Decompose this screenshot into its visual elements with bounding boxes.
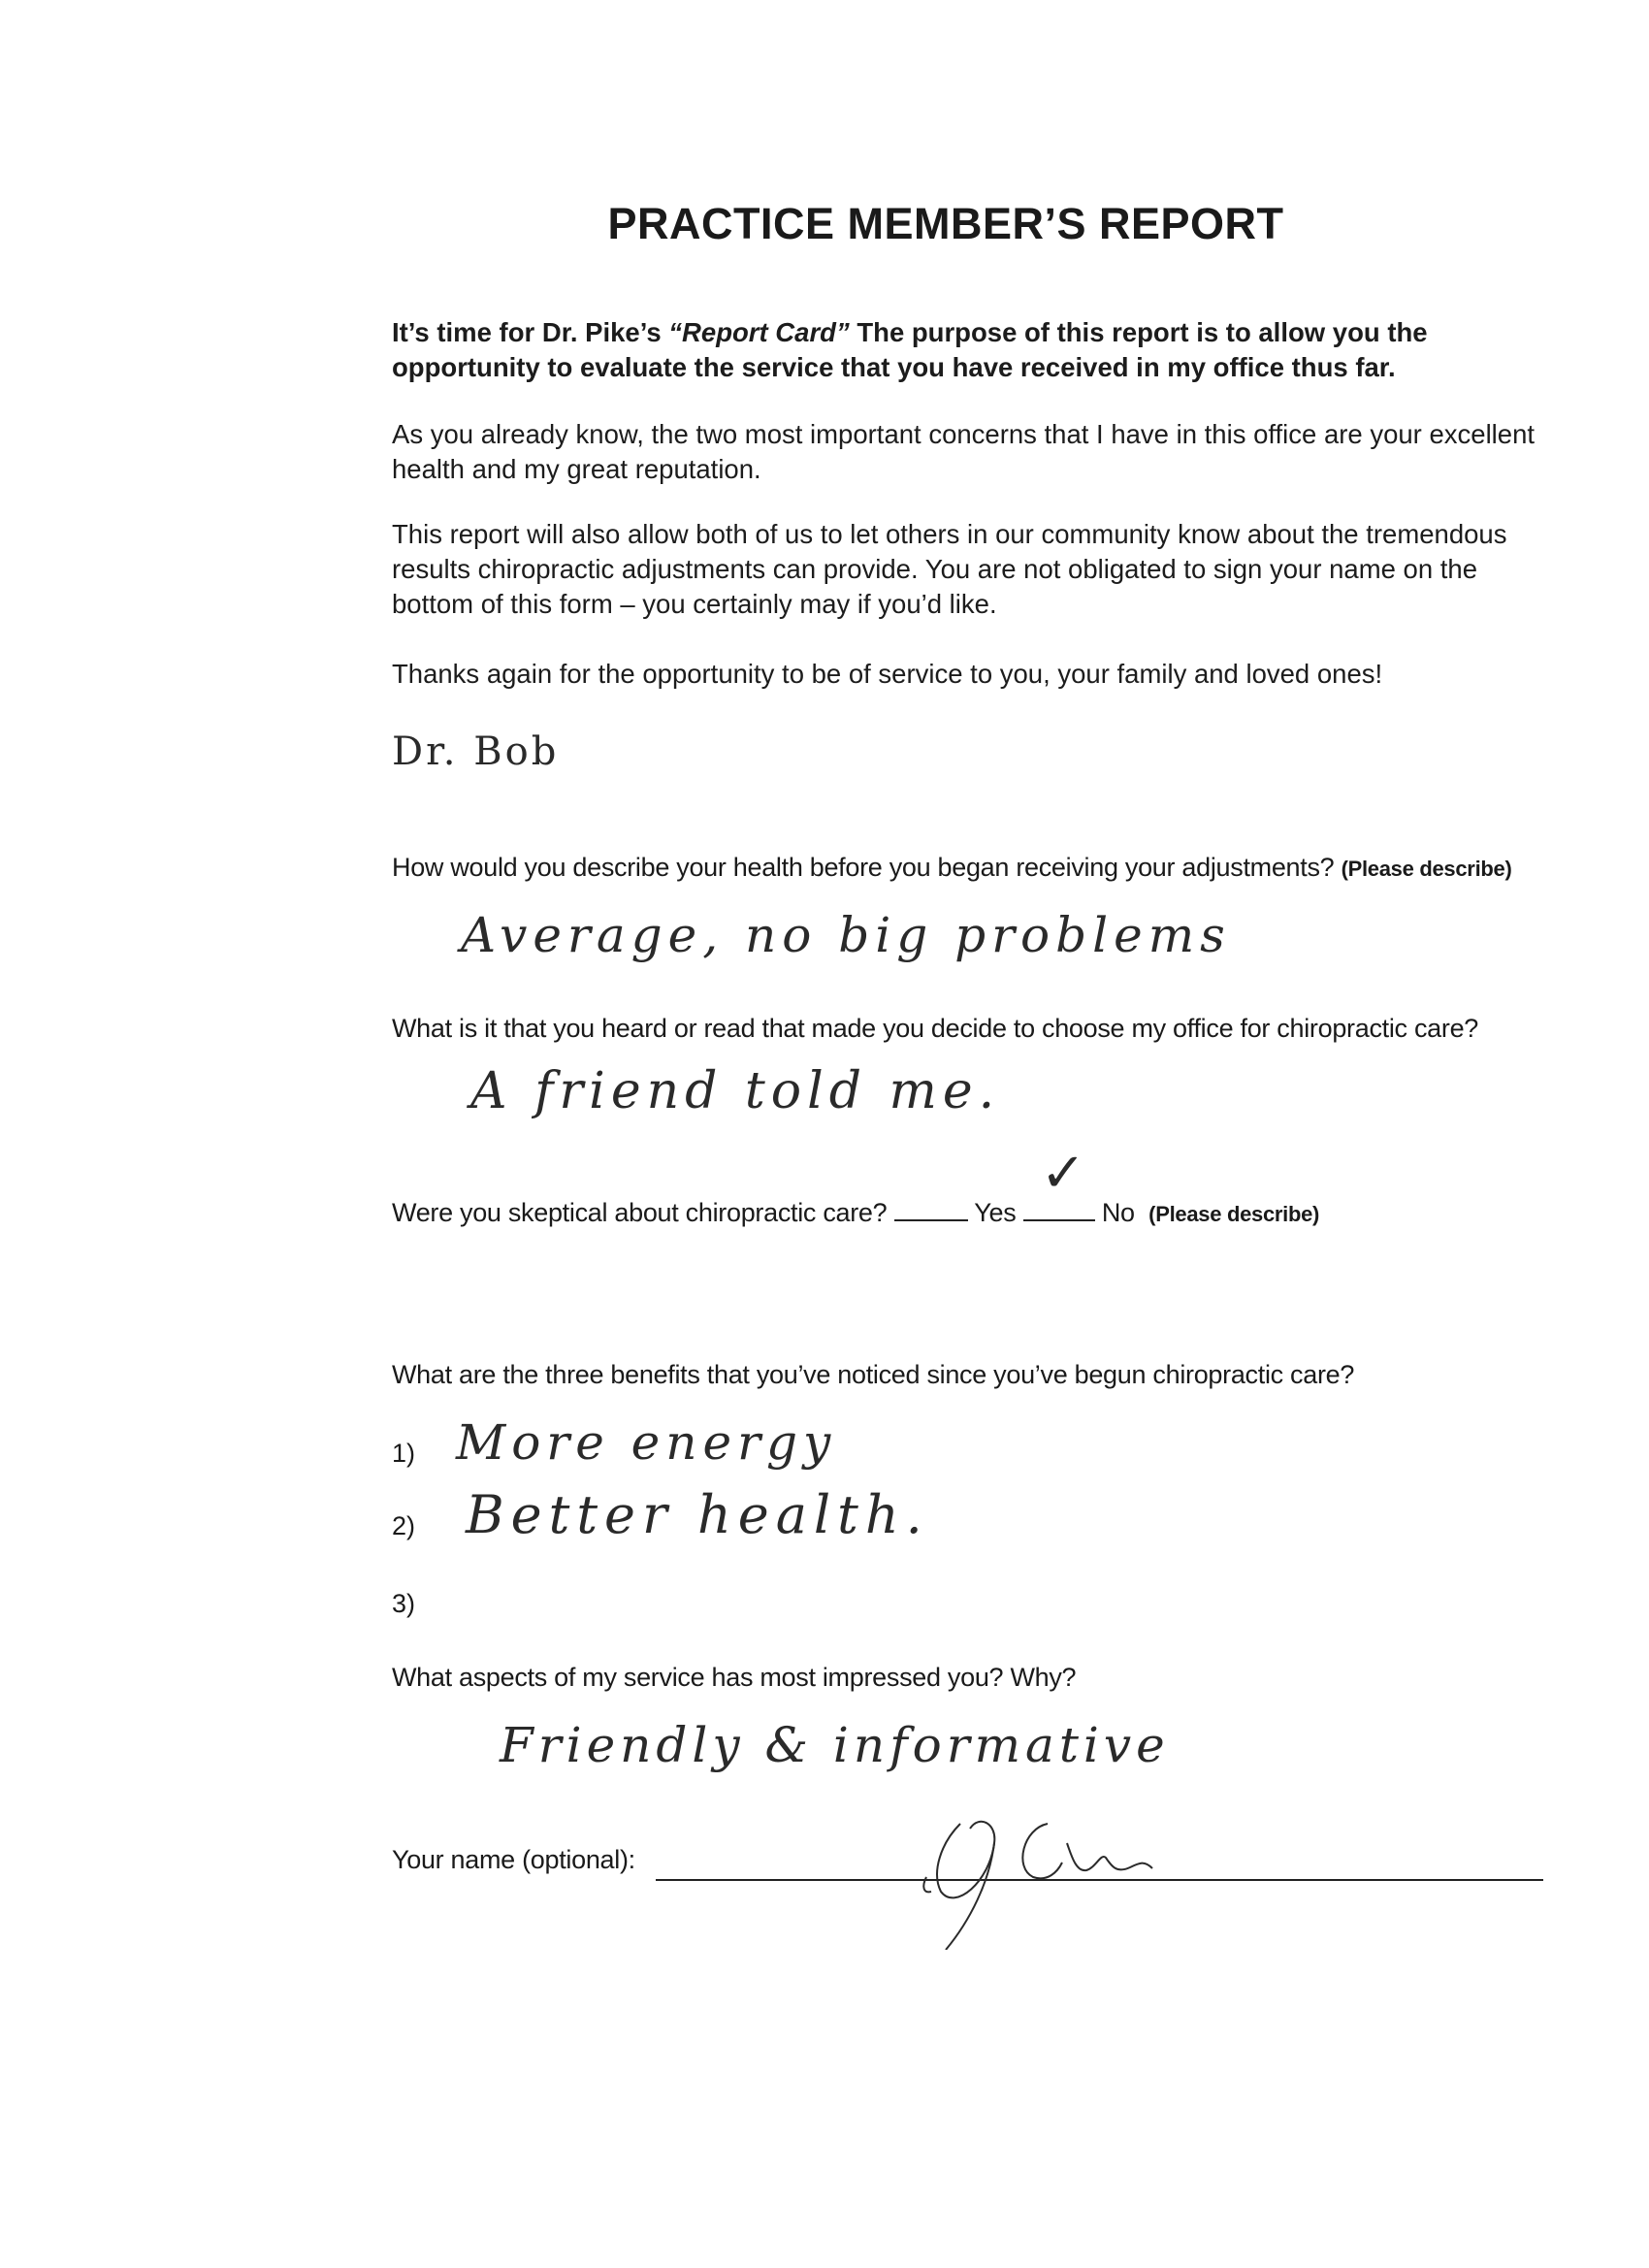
signature-image [902, 1785, 1174, 1950]
no-label: No [1101, 1198, 1135, 1227]
please-describe-note: (Please describe) [1341, 857, 1512, 881]
page-title: PRACTICE MEMBER’S REPORT [607, 199, 1284, 248]
benefit-number-3: 3) [392, 1589, 416, 1618]
benefit-answer-1: More energy [456, 1414, 837, 1471]
question-impressed: What aspects of my service has most impressed you? Why? [392, 1663, 1077, 1692]
signoff-handwritten: Dr. Bob [392, 729, 560, 774]
question-heard-about: What is it that you heard or read that made you decide to choose my office for chiropractic care? [392, 1014, 1478, 1043]
intro-part2: The purpose of this report is to allow you the opportunity to evaluate the service that you have received in my office thus far. [392, 317, 1428, 382]
name-field-label: Your name (optional): [392, 1845, 635, 1874]
intro-part1: It’s time for Dr. Pike’s [392, 317, 669, 347]
paragraph-thanks: Thanks again for the opportunity to be of service to you, your family and loved ones! [392, 659, 1383, 689]
question-health-before-text: How would you describe your health before you began receiving your adjustments? [392, 853, 1335, 882]
please-describe-note: (Please describe) [1148, 1202, 1320, 1226]
question-skeptical-text: Were you skeptical about chiropractic care? [392, 1198, 888, 1227]
intro-paragraph [392, 315, 1566, 385]
question-skeptical [392, 1142, 1320, 1231]
report-card-text: “Report Card” [668, 317, 850, 347]
yes-blank[interactable] [894, 1200, 968, 1221]
paragraph-community: This report will also allow both of us to let others in our community know about the tremendous results chiropractic adjustments can provide. You are not obligated to sign your name on the bottom of this form – you certainly may if you’d like. [392, 519, 1507, 619]
benefit-number-2: 2) [392, 1511, 416, 1540]
question-benefits: What are the three benefits that you’ve noticed since you’ve begun chiropractic care? [392, 1360, 1355, 1389]
benefit-answer-2: Better health. [466, 1484, 929, 1545]
benefit-number-1: 1) [392, 1439, 416, 1468]
check-mark-icon: ✓ [1040, 1142, 1086, 1205]
question-health-before [392, 851, 1511, 886]
paragraph-concerns: As you already know, the two most important concerns that I have in this office are your excellent health and my great reputation. [392, 419, 1536, 484]
answer-heard-about: A friend told me. [470, 1062, 1001, 1120]
no-blank[interactable] [1023, 1142, 1095, 1221]
yes-label: Yes [974, 1198, 1017, 1227]
answer-health-before: Average, no big problems [461, 907, 1231, 963]
answer-impressed: Friendly & informative [500, 1717, 1170, 1773]
